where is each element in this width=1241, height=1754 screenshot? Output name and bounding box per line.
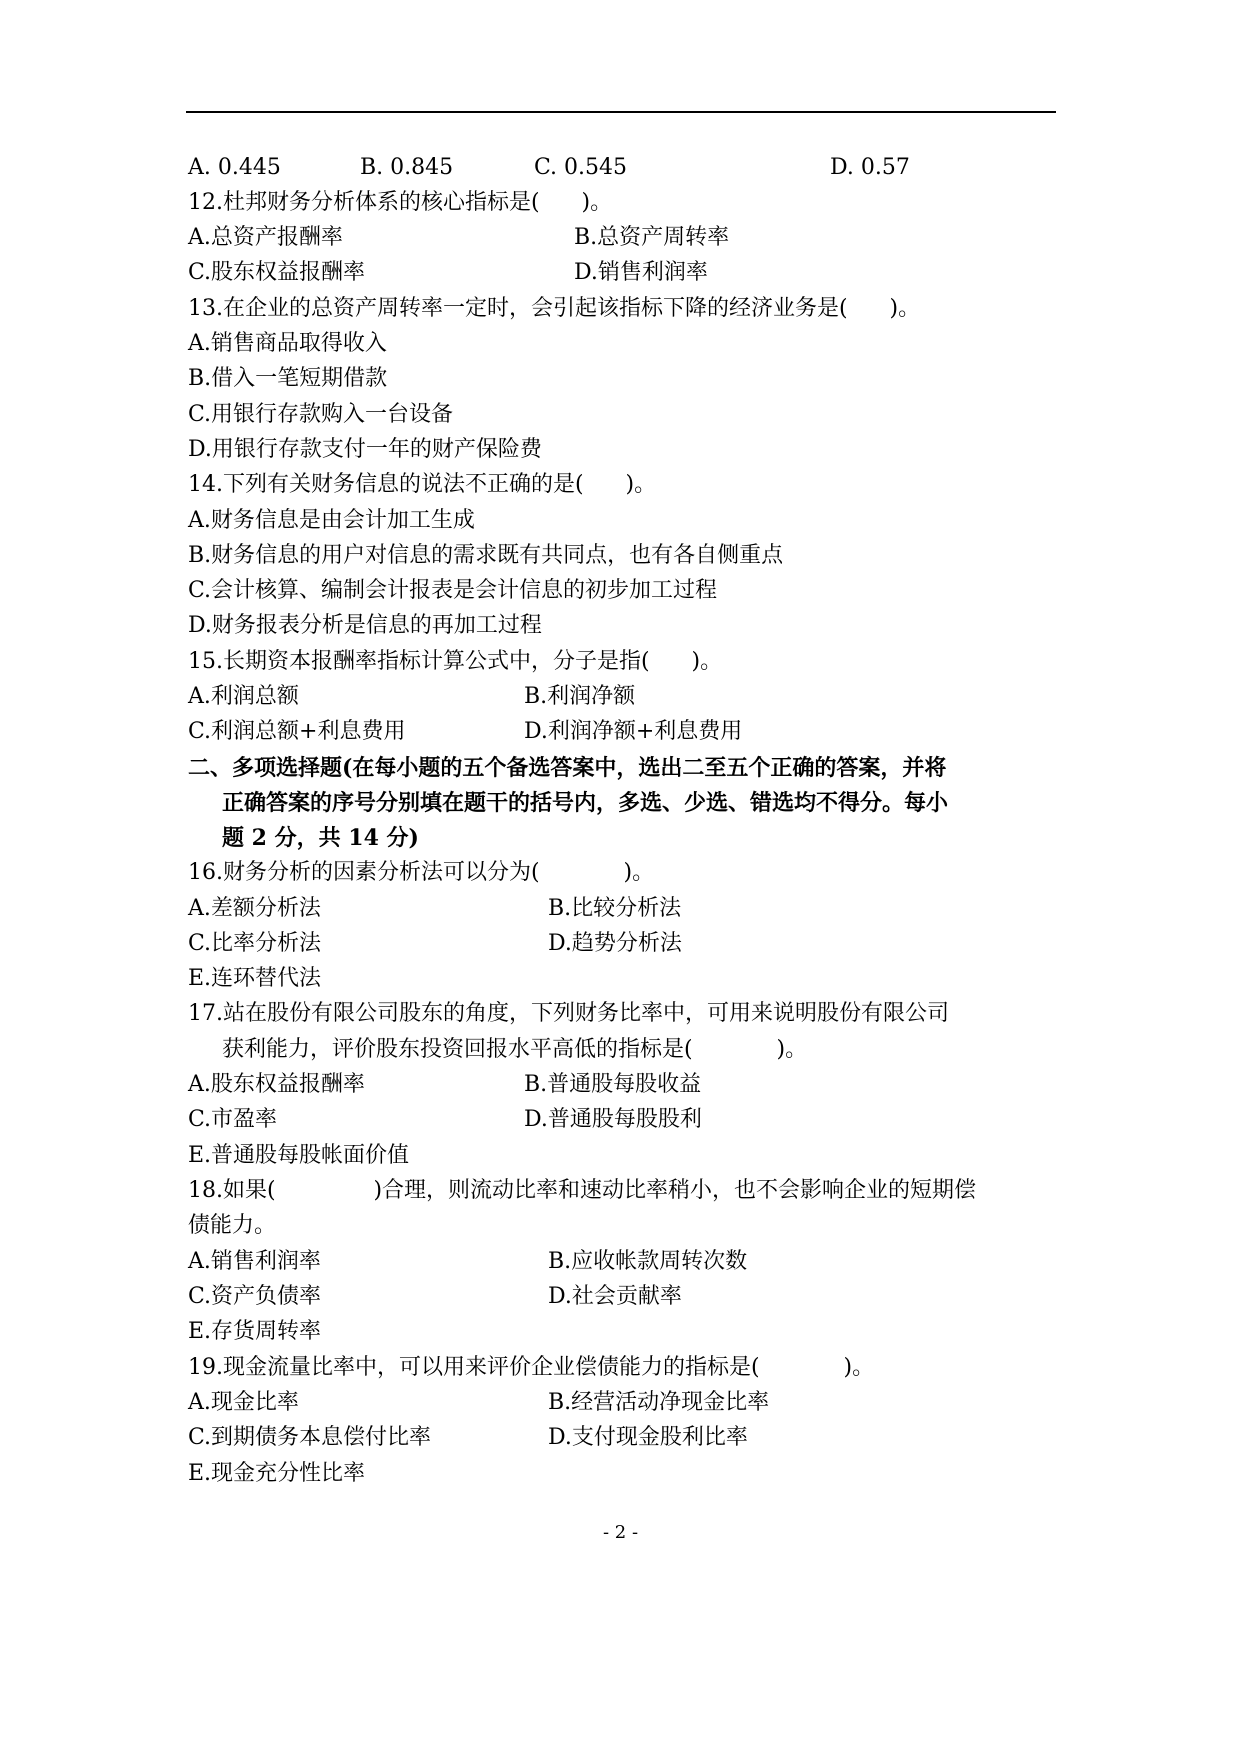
q16-options-row-1 <box>188 892 1068 926</box>
q16-options-row-2 <box>188 927 1068 961</box>
q17-stem-line1: 17.站在股份有限公司股东的角度，下列财务比率中，可用来说明股份有限公司 <box>188 1001 949 1026</box>
q11-option-a: A. 0.445 <box>188 155 281 180</box>
q11-option-d: D. 0.57 <box>830 155 910 180</box>
q18-option-d: D.社会贡献率 <box>548 1284 682 1309</box>
q12-option-a: A.总资产报酬率 <box>188 225 343 250</box>
q16-option-c: C.比率分析法 <box>188 931 322 956</box>
q15-stem: 15.长期资本报酬率指标计算公式中，分子是指( )。 <box>188 649 723 674</box>
q12-options-row-1 <box>188 221 1068 255</box>
q17-option-a: A.股东权益报酬率 <box>188 1072 365 1097</box>
q17-option-c: C.市盈率 <box>188 1107 278 1132</box>
section2-heading-line1: 二、多项选择题(在每小题的五个备选答案中，选出二至五个正确的答案，并将 <box>188 755 947 781</box>
q15-option-b: B.利润净额 <box>524 684 636 709</box>
q19-option-b: B.经营活动净现金比率 <box>548 1390 770 1415</box>
q17-options-row-1 <box>188 1068 1068 1102</box>
q17-stem-line2: 获利能力，评价股东投资回报水平高低的指标是( )。 <box>222 1037 808 1062</box>
q11-option-c: C. 0.545 <box>534 155 628 180</box>
q15-options-row-1 <box>188 680 1068 714</box>
q17-option-d: D.普通股每股股利 <box>524 1107 702 1132</box>
q11-options-row <box>188 151 1068 185</box>
q16-stem: 16.财务分析的因素分析法可以分为( )。 <box>188 860 655 885</box>
q18-options-row-1 <box>188 1245 1068 1279</box>
q16-option-a: A.差额分析法 <box>188 896 321 921</box>
q12-options-row-2 <box>188 256 1068 290</box>
q12-option-d: D.销售利润率 <box>574 260 708 285</box>
q13-stem: 13.在企业的总资产周转率一定时，会引起该指标下降的经济业务是( )。 <box>188 296 921 321</box>
q17-option-e: E.普通股每股帐面价值 <box>188 1143 410 1168</box>
q12-option-c: C.股东权益报酬率 <box>188 260 366 285</box>
q19-options-row-1 <box>188 1386 1068 1420</box>
q19-option-c: C.到期债务本息偿付比率 <box>188 1425 432 1450</box>
q18-option-c: C.资产负债率 <box>188 1284 322 1309</box>
q19-option-d: D.支付现金股利比率 <box>548 1425 748 1450</box>
q19-option-a: A.现金比率 <box>188 1390 299 1415</box>
header-rule <box>186 111 1056 113</box>
q18-option-e: E.存货周转率 <box>188 1319 322 1344</box>
q14-option-d: D.财务报表分析是信息的再加工过程 <box>188 613 542 638</box>
q12-option-b: B.总资产周转率 <box>574 225 730 250</box>
q12-stem: 12.杜邦财务分析体系的核心指标是( )。 <box>188 190 613 215</box>
q18-option-b: B.应收帐款周转次数 <box>548 1249 748 1274</box>
q13-option-d: D.用银行存款支付一年的财产保险费 <box>188 437 542 462</box>
q14-option-a: A.财务信息是由会计加工生成 <box>188 508 475 533</box>
q13-option-c: C.用银行存款购入一台设备 <box>188 402 454 427</box>
q18-options-row-2 <box>188 1280 1068 1314</box>
q16-option-e: E.连环替代法 <box>188 966 322 991</box>
q18-stem-line2: 债能力。 <box>188 1213 277 1238</box>
q11-option-b: B. 0.845 <box>360 155 454 180</box>
q19-option-e: E.现金充分性比率 <box>188 1461 366 1486</box>
q13-option-a: A.销售商品取得收入 <box>188 331 387 356</box>
q15-option-a: A.利润总额 <box>188 684 299 709</box>
q14-option-b: B.财务信息的用户对信息的需求既有共同点，也有各自侧重点 <box>188 543 784 568</box>
q19-options-row-2 <box>188 1421 1068 1455</box>
q15-option-c: C.利润总额+利息费用 <box>188 719 406 744</box>
q14-stem: 14.下列有关财务信息的说法不正确的是( )。 <box>188 472 657 497</box>
page-number: - 2 - <box>602 1522 639 1543</box>
q15-option-d: D.利润净额+利息费用 <box>524 719 743 744</box>
q18-stem-line1: 18.如果( )合理，则流动比率和速动比率稍小，也不会影响企业的短期偿 <box>188 1178 977 1203</box>
q17-option-b: B.普通股每股收益 <box>524 1072 702 1097</box>
q15-options-row-2 <box>188 715 1068 749</box>
q13-option-b: B.借入一笔短期借款 <box>188 366 388 391</box>
q19-stem: 19.现金流量比率中，可以用来评价企业偿债能力的指标是( )。 <box>188 1355 875 1380</box>
section2-heading-line3: 题 2 分，共 14 分) <box>222 825 419 851</box>
q16-option-d: D.趋势分析法 <box>548 931 682 956</box>
q17-options-row-2 <box>188 1103 1068 1137</box>
section2-heading-line2: 正确答案的序号分别填在题干的括号内，多选、少选、错选均不得分。每小 <box>222 790 949 816</box>
q16-option-b: B.比较分析法 <box>548 896 682 921</box>
q14-option-c: C.会计核算、编制会计报表是会计信息的初步加工过程 <box>188 578 718 603</box>
q18-option-a: A.销售利润率 <box>188 1249 321 1274</box>
